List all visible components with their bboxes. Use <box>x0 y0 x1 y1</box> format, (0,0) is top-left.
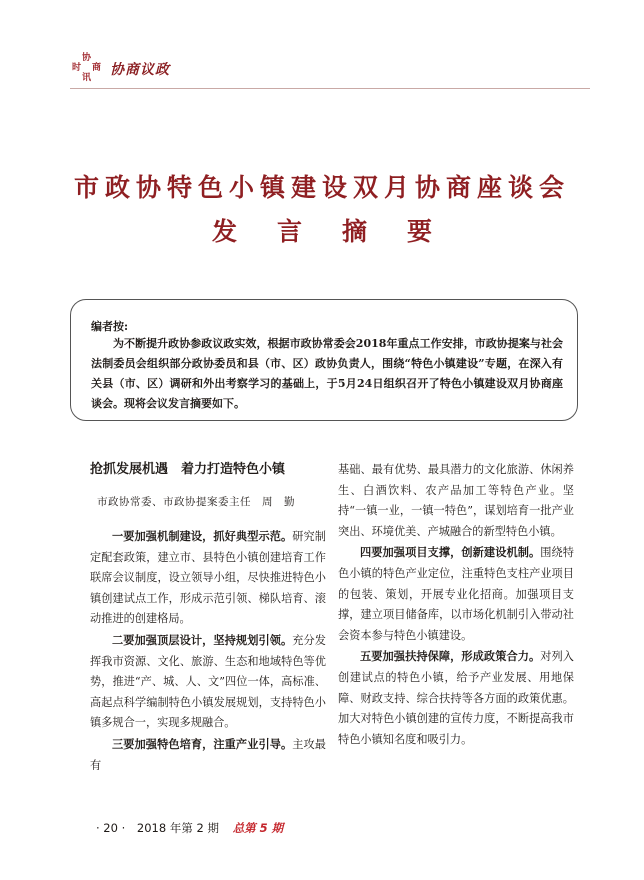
page-footer <box>96 820 283 836</box>
paragraph <box>90 734 326 776</box>
header-divider <box>70 88 590 89</box>
paragraph <box>338 460 574 542</box>
paragraph <box>90 526 326 630</box>
page-subtitle: 发言摘要 <box>211 217 472 246</box>
article-title: 抢抓发展机遇 着力打造特色小镇 <box>90 462 286 477</box>
paragraph-lead: 五要加强扶持保障，形成政策合力。 <box>360 649 541 664</box>
paragraph <box>338 542 574 646</box>
magazine-logo <box>70 52 104 86</box>
paragraph-body: 研究制定配套政策，建立市、县特色小镇创建培育工作联席会议制度，设立领导小组，尽快推进特色小镇创建试点工作，形成示范引领、梯队培育、滚动推进的创建格局。 <box>90 530 326 626</box>
page-title: 市政协特色小镇建设双月协商座谈会 <box>73 173 570 202</box>
article-byline: 市政协常委、市政协提案委主任 周 勤 <box>97 496 295 508</box>
editor-note-label: 编者按: <box>91 320 129 333</box>
logo-char: 商 <box>92 63 102 73</box>
issue-number: 2018 年第 2 期 <box>136 821 219 835</box>
paragraph-body: 充分发挥我市资源、文化、旅游、生态和地域特色等优势，推进“产、城、人、文”四位一体，高标准、高起点科学编制特色小镇发展规划，支持特色小镇多规合一，实现多规融合。 <box>90 633 326 730</box>
paragraph <box>90 630 326 734</box>
page-header <box>70 52 590 88</box>
logo-char: 时 <box>72 63 82 73</box>
left-column <box>90 526 326 776</box>
paragraph-body: 主攻最有 <box>90 737 326 772</box>
paragraph <box>338 646 574 750</box>
editor-note-text: 为不断提升政协参政议政实效，根据市政协常委会2018年重点工作安排，市政协提案与社会法制委员会组织部分政协委员和县（市、区）政协负责人，围绕“特色小镇建设”专题，在深入有关县（市、区）调研和外出考察学习的基础上，于5月24日组织召开了特色小镇建设双月协商座谈会。现将会议发言摘要如下。 <box>91 337 563 410</box>
logo-char: 协 <box>82 53 92 63</box>
paragraph-lead: 二要加强顶层设计，坚持规划引领。 <box>112 632 293 647</box>
paragraph-body: 对列入创建试点的特色小镇，给予产业发展、用地保障、财政支持、综合扶持等各方面的政策优惠。加大对特色小镇创建的宣传力度，不断提高我市特色小镇知名度和吸引力。 <box>338 650 574 746</box>
paragraph-lead: 一要加强机制建设，抓好典型示范。 <box>112 529 293 543</box>
logo-char: 讯 <box>82 73 92 83</box>
right-column <box>338 460 574 750</box>
paragraph-lead: 四要加强项目支撑，创新建设机制。 <box>360 545 541 560</box>
page-number: · 20 · <box>96 821 126 835</box>
paragraph-body: 围绕特色小镇的特色产业定位，注重特色支柱产业项目的包装、策划，开展专业化招商。加强项目支撑，建立项目储备库，以市场化机制引入带动社会资本参与特色小镇建设。 <box>338 546 574 642</box>
editor-note-box <box>70 299 578 421</box>
section-label: 协商议政 <box>110 62 170 78</box>
paragraph-lead: 三要加强特色培育，注重产业引导。 <box>112 736 293 751</box>
total-issue: 总第 5 期 <box>232 821 284 835</box>
paragraph-body: 基础、最有优势、最具潜力的文化旅游、休闲养生、白酒饮料、农产品加工等特色产业。坚持“一镇一业，一镇一特色”，谋划培育一批产业突出、环境优美、产城融合的新型特色小镇。 <box>338 463 574 538</box>
